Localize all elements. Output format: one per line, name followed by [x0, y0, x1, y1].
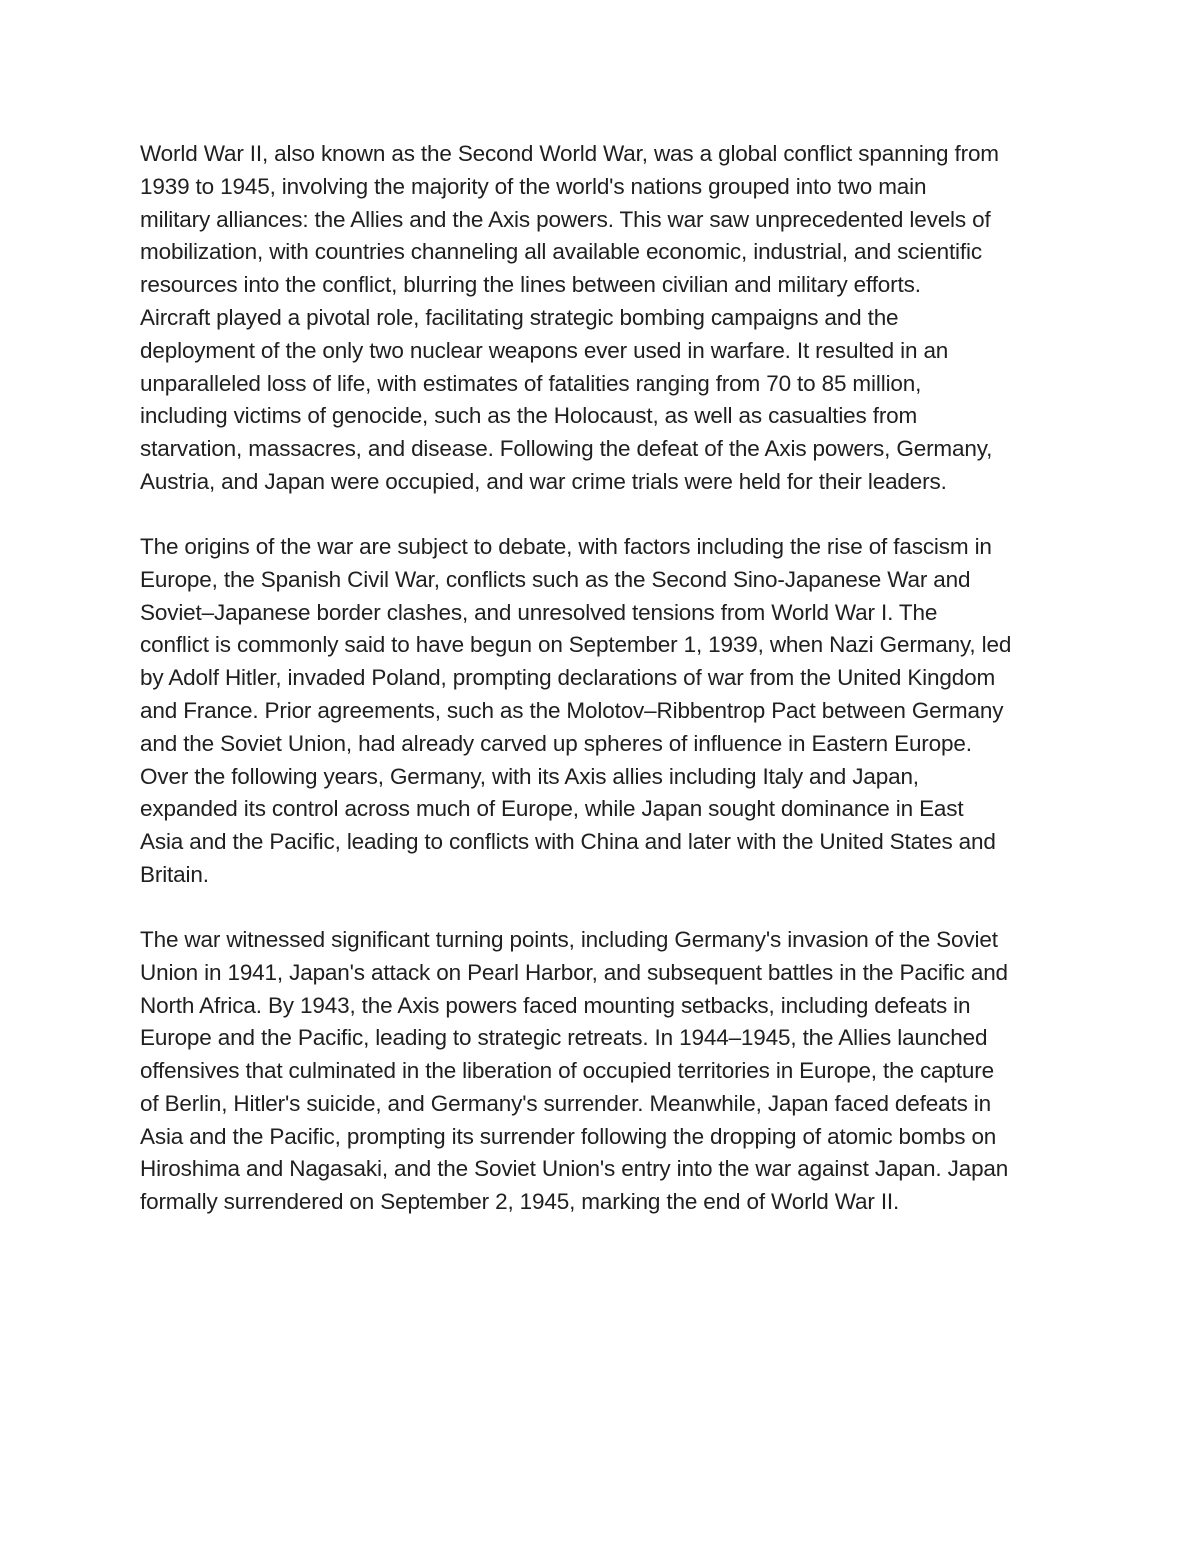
text-line: unparalleled loss of life, with estimates of fatalities ranging from 70 to 85 million,	[140, 370, 922, 396]
text-line: and the Soviet Union, had already carved up spheres of influence in Eastern Europe.	[140, 730, 972, 756]
text-line: Union in 1941, Japan's attack on Pearl Harbor, and subsequent battles in the Pacific and	[140, 959, 1008, 985]
paragraph-1	[140, 138, 1070, 499]
text-line: Hiroshima and Nagasaki, and the Soviet Union's entry into the war against Japan. Japan	[140, 1156, 1009, 1182]
text-line: mobilization, with countries channeling all available economic, industrial, and scientific	[140, 239, 982, 265]
text-line: Austria, and Japan were occupied, and war crime trials were held for their leaders.	[140, 468, 947, 494]
text-line: Soviet–Japanese border clashes, and unresolved tensions from World War I. The	[140, 599, 938, 625]
text-line: military alliances: the Allies and the Axis powers. This war saw unprecedented levels of	[140, 206, 991, 232]
text-line: North Africa. By 1943, the Axis powers faced mounting setbacks, including defeats in	[140, 992, 971, 1018]
text-line: formally surrendered on September 2, 1945, marking the end of World War II.	[140, 1189, 900, 1215]
paragraph-2	[140, 531, 1070, 892]
text-line: Aircraft played a pivotal role, facilitating strategic bombing campaigns and the	[140, 304, 899, 330]
text-line: expanded its control across much of Europe, while Japan sought dominance in East	[140, 796, 964, 822]
text-line: including victims of genocide, such as the Holocaust, as well as casualties from	[140, 403, 918, 429]
paragraph-3	[140, 924, 1070, 1219]
text-line: starvation, massacres, and disease. Following the defeat of the Axis powers, Germany,	[140, 436, 993, 462]
text-line: offensives that culminated in the liberation of occupied territories in Europe, the capture	[140, 1058, 994, 1084]
text-line: of Berlin, Hitler's suicide, and Germany's surrender. Meanwhile, Japan faced defeats in	[140, 1090, 991, 1116]
text-line: Europe, the Spanish Civil War, conflicts such as the Second Sino-Japanese War and	[140, 566, 971, 592]
text-line: conflict is commonly said to have begun on September 1, 1939, when Nazi Germany, led	[140, 632, 1012, 658]
text-line: World War II, also known as the Second World War, was a global conflict spanning from	[140, 141, 999, 166]
text-line: and France. Prior agreements, such as the Molotov–Ribbentrop Pact between Germany	[140, 697, 1004, 723]
text-line: 1939 to 1945, involving the majority of the world's nations grouped into two main	[140, 173, 927, 199]
text-line: The origins of the war are subject to debate, with factors including the rise of fascism in	[140, 533, 992, 559]
text-line: Asia and the Pacific, leading to conflicts with China and later with the United States and	[140, 829, 996, 855]
text-line: by Adolf Hitler, invaded Poland, prompting declarations of war from the United Kingdom	[140, 665, 996, 691]
text-line: Britain.	[140, 861, 209, 887]
document-body	[140, 138, 1070, 1219]
text-line: deployment of the only two nuclear weapons ever used in warfare. It resulted in an	[140, 337, 949, 363]
text-line: Over the following years, Germany, with its Axis allies including Italy and Japan,	[140, 763, 919, 789]
text-line: Europe and the Pacific, leading to strategic retreats. In 1944–1945, the Allies launched	[140, 1025, 988, 1051]
text-line: Asia and the Pacific, prompting its surrender following the dropping of atomic bombs on	[140, 1123, 997, 1149]
text-line: resources into the conflict, blurring the lines between civilian and military efforts.	[140, 272, 921, 298]
text-line: The war witnessed significant turning points, including Germany's invasion of the Soviet	[140, 926, 998, 952]
